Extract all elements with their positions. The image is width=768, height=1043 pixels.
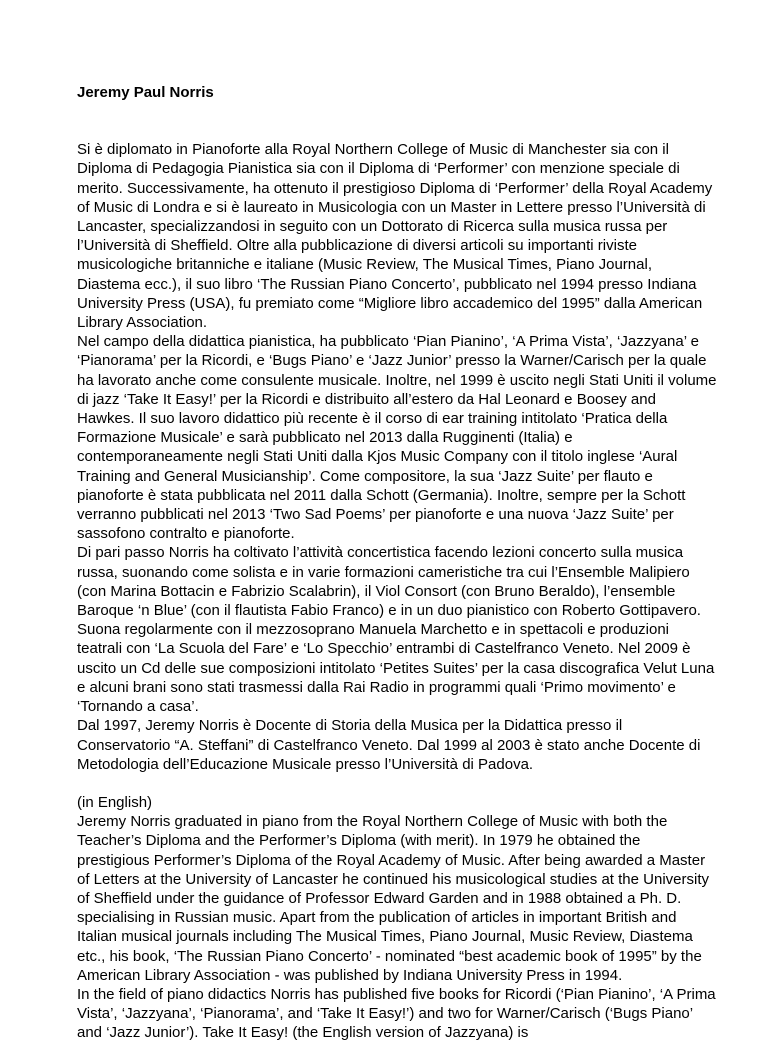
english-label: (in English) (77, 793, 153, 811)
document-page (77, 83, 717, 1043)
italian-paragraph-1: Si è diplomato in Pianoforte alla Royal Northern College of Music di Manchester sia con il Diploma di Pedagogia Pianistica sia con il Diploma di ‘Performer’ con menzione speciale di merito. Successivamente, ha ottenuto il prestigioso Diploma di ‘Performer’ della Royal Academy of Music di Londra e si è laureato in Musicologia con un Master in Lettere presso l’Università di Lancaster, specializzandosi in seguito con un Dottorato di Ricerca sulla musica russa per l’Università di Sheffield. Oltre alla pubblicazione di diversi articoli su importanti riviste musicologiche britanniche e italiane (Music Review, The Musical Times, Piano Journal, Diastema ecc.), il suo libro ‘The Russian Piano Concerto’, pubblicato nel 1994 presso Indiana University Press (USA), fu premiato come “Migliore libro accademico del 1995” dalla American Library Association. (77, 141, 713, 332)
italian-paragraph-3: Di pari passo Norris ha coltivato l’attività concertistica facendo lezioni concerto sulla musica russa, suonando come solista e in varie formazioni cameristiche tra cui l’Ensemble Malipiero (con Marina Bottacin e Fabrizio Scalabrin), il Viol Consort (con Bruno Beraldo), l’ensemble Baroque ‘n Blue’ (con il flautista Fabio Franco) e in un duo pianistico con Roberto Gottipavero. Suona regolarmente con il mezzosoprano Manuela Marchetto e in spettacoli e produzioni teatrali con ‘La Scuola del Fare’ e ‘Lo Specchio’ entrambi di Castelfranco Veneto. Nel 2009 è uscito un Cd delle sue composizioni intitolato ‘Petites Suites’ per la casa discografica Velut Luna e alcuni brani sono stati trasmessi dalla Rai Radio in programmi quali ‘Primo movimento’ e ‘Tornando a casa’. (77, 544, 715, 716)
italian-paragraph-2: Nel campo della didattica pianistica, ha pubblicato ‘Pian Pianino’, ‘A Prima Vista’, ‘Jazzyana’ e ‘Pianorama’ per la Ricordi, e ‘Bugs Piano’ e ‘Jazz Junior’ presso la Warner/Carisch per la quale ha lavorato anche come consulente musicale. Inoltre, nel 1999 è uscito negli Stati Uniti il volume di jazz ‘Take It Easy!’ per la Ricordi e distribuito all’estero da Hal Leonard e Boosey and Hawkes. Il suo lavoro didattico più recente è il corso di ear training intitolato ‘Pratica della Formazione Musicale’ e sarà pubblicato nel 2013 dalla Rugginenti (Italia) e contemporaneamente negli Stati Uniti dalla Kjos Music Company con il titolo inglese ‘Aural Training and General Musicianship’. Come compositore, la sua ‘Jazz Suite’ per flauto e pianoforte è stata pubblicata nel 2011 dalla Schott (Germania). Inoltre, sempre per la Schott verranno pubblicati nel 2013 ‘Two Sad Poems’ per pianoforte e una nuova ‘Jazz Suite’ per sassofono contralto e pianoforte. (77, 333, 717, 543)
italian-paragraph-4: Dal 1997, Jeremy Norris è Docente di Storia della Musica per la Didattica presso il Conservatorio “A. Steffani” di Castelfranco Veneto. Dal 1999 al 2003 è stato anche Docente di Metodologia dell’Educazione Musicale presso l’Università di Padova. (77, 717, 701, 773)
spacer (77, 774, 717, 793)
spacer (77, 102, 717, 140)
english-paragraph-1: Jeremy Norris graduated in piano from the Royal Northern College of Music with both the Teacher’s Diploma and the Performer’s Diploma (with merit). In 1979 he obtained the prestigious Performer’s Diploma of the Royal Academy of Music. After being awarded a Master of Letters at the University of Lancaster he continued his musicological studies at the University of Sheffield under the guidance of Professor Edward Garden and in 1988 obtained a Ph. D. specialising in Russian music. Apart from the publication of articles in important British and Italian musical journals including The Musical Times, Piano Journal, Music Review, Diastema etc., his book, ‘The Russian Piano Concerto’ - nominated “best academic book of 1995” by the American Library Association - was published by Indiana University Press in 1994. (77, 813, 709, 984)
document-title: Jeremy Paul Norris (77, 84, 214, 101)
english-paragraph-2: In the field of piano didactics Norris has published five books for Ricordi (‘Pian Pianino’, ‘A Prima Vista’, ‘Jazzyana’, ‘Pianorama’, and ‘Take It Easy!’) and two for Warner/Carisch (‘Bugs Piano’ and ‘Jazz Junior’). Take It Easy! (the English version of Jazzyana) is (77, 985, 716, 1042)
